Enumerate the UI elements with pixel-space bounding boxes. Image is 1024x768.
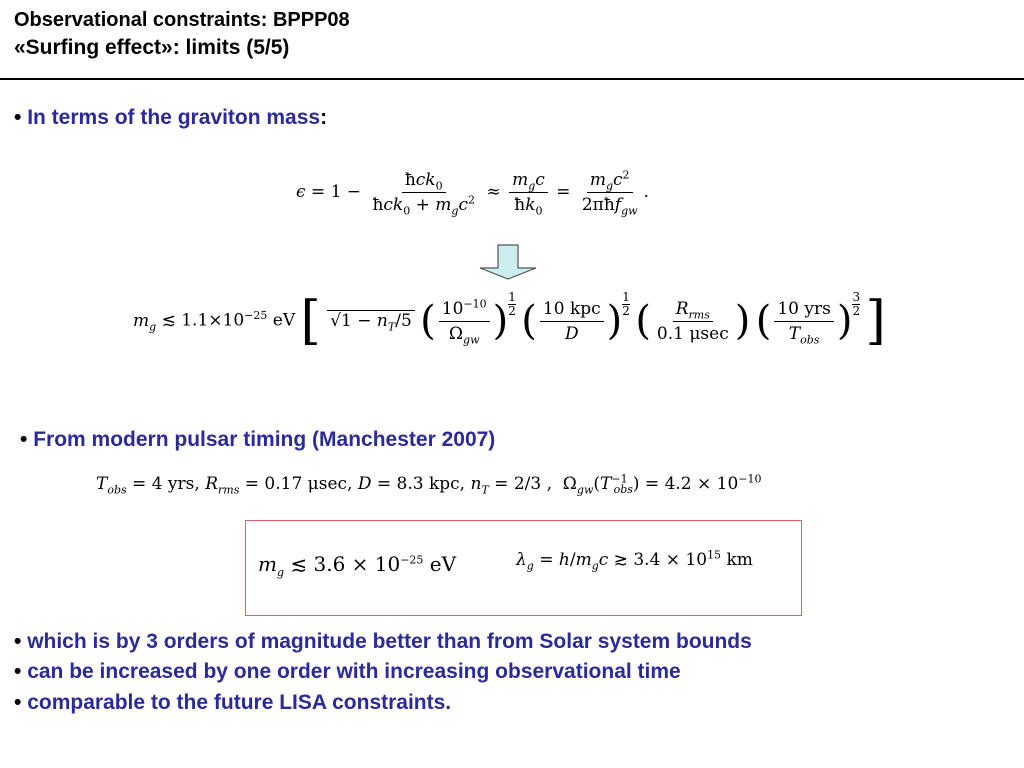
- bullet-graviton-mass-text: In terms of the graviton mass: [27, 106, 321, 129]
- bullet-point-2: • can be increased by one order with increasing observational time: [14, 660, 681, 683]
- bullet-graviton-mass: • In terms of the graviton mass:: [14, 106, 328, 129]
- bullet-point-3-text: comparable to the future LISA constraints.: [27, 691, 452, 714]
- bullet-point-1-text: which is by 3 orders of magnitude better than from Solar system bounds: [27, 630, 752, 653]
- slide-title: [14, 8, 350, 60]
- title-line-2: «Surfing effect»: limits (5/5): [14, 36, 290, 59]
- equation-parameters: $T_{obs} = 4$ yrs, $R_{rms} = 0.17$ μsec, D = 8.3 kpc, $n_T = 2/3$ , $\Omega_{gw}(T^{-1}_{obs}) = 4.2 \times 10^{-10}$: [96, 472, 762, 497]
- bullet-point-1: • which is by 3 orders of magnitude better than from Solar system bounds: [14, 630, 752, 653]
- bullet-point-2-text: can be increased by one order with increasing observational time: [27, 660, 681, 683]
- equation-mass-bound: $m_g$ ≲ $1.1\times 10^{-25}$ eV [ $√1 - n_T/5$ ( $\frac{10^{-10}}{\Omega_{gw}}$ ) $\frac{1}{2}$ ( $\frac{\text{10 kpc}}{D}$ ) $\frac{1}{2}$ ( $\frac{R_{rms}}{0.1 \mu\sec}$ ) ( $\frac{\text{10 yrs}}{T_{obs}}$ ) $\frac{3}{2}$ ]: [133, 290, 886, 351]
- bullet-pulsar-timing: • From modern pulsar timing (Manchester 2007): [20, 428, 496, 451]
- bullet-point-3: • comparable to the future LISA constraints.: [14, 691, 452, 714]
- bullet-graviton-mass-colon: :: [320, 106, 328, 129]
- equation-result-mass: $m_g$ ≲ $3.6 \times 10^{-25}$ eV: [258, 552, 457, 579]
- down-arrow-icon: [478, 244, 538, 280]
- title-divider: [0, 78, 1024, 80]
- equation-epsilon: ϵ = 1 − $\frac{ħck_0}{ħck_0 + m_gc^2}$ ≈ $\frac{m_gc}{ħk_0}$ = $\frac{m_gc^2}{2\pi ħf_{gw}}$ .: [296, 168, 649, 218]
- title-line-1: Observational constraints: BPPP08: [14, 9, 350, 31]
- equation-result-wavelength: $\lambda_g = h/m_gc$ ≳ $3.4 \times 10^{15}$ km: [516, 548, 753, 573]
- bullet-pulsar-timing-text: From modern pulsar timing (Manchester 2007): [33, 428, 496, 451]
